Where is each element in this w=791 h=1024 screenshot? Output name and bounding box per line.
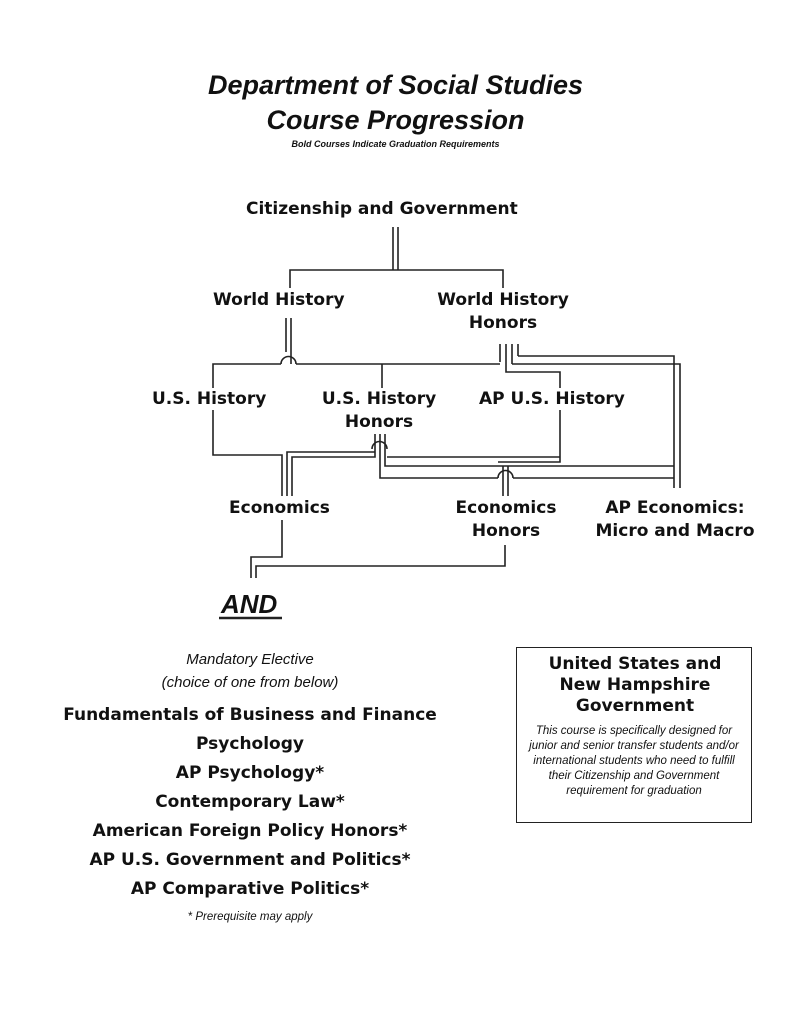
elective-subheading: (choice of one from below) — [161, 674, 339, 691]
elective-heading: Mandatory Elective — [186, 651, 314, 668]
elective-item: AP U.S. Government and Politics* — [89, 850, 411, 870]
course-citizenship-and-government: Citizenship and Government — [246, 199, 518, 219]
course-ap-economics-line2: Micro and Macro — [595, 521, 755, 541]
course-world-history: World History — [213, 290, 345, 310]
connector-wh-honors-down — [500, 344, 512, 364]
connector-ush-honors-to-econ-honors — [380, 434, 498, 478]
box-title-line2: New Hampshire — [559, 675, 711, 695]
connector-wh-honors-right-rail — [518, 356, 674, 488]
page-title-line-2: Course Progression — [266, 105, 525, 135]
us-nh-government-box — [516, 647, 752, 823]
elective-item: Contemporary Law* — [155, 792, 345, 812]
course-us-history: U.S. History — [152, 389, 267, 409]
course-ap-us-history: AP U.S. History — [479, 389, 625, 409]
connector-ush-honors-to-econ — [287, 434, 375, 496]
course-ap-economics-line1: AP Economics: — [605, 498, 745, 518]
page-subtitle: Bold Courses Indicate Graduation Requirements — [291, 139, 500, 149]
connector-econ-honors-to-and — [256, 545, 505, 578]
elective-item: Psychology — [196, 734, 304, 754]
elective-item: AP Psychology* — [175, 763, 325, 783]
course-us-history-honors — [314, 388, 444, 434]
connector-wh-honors-to-apush — [506, 362, 560, 388]
course-economics-honors-line1: Economics — [455, 498, 557, 518]
connector-econ-honors-hop — [498, 471, 513, 478]
box-description: This course is specifically designed for junior and senior transfer students and/or international students who need to fulfill their Citizenship and Government requirement for graduation — [529, 725, 739, 797]
course-us-history-honors-line2: Honors — [344, 412, 414, 432]
box-title-line1: United States and — [548, 654, 722, 674]
elective-item: American Foreign Policy Honors* — [92, 821, 408, 841]
course-world-history-honors — [428, 289, 578, 335]
box-title — [517, 654, 753, 717]
connector-citizenship-branch — [290, 270, 503, 288]
course-economics-honors-line2: Honors — [471, 521, 541, 541]
elective-item: AP Comparative Politics* — [130, 879, 370, 899]
page-title: Department of Social Studies — [207, 70, 584, 100]
elective-footnote: * Prerequisite may apply — [187, 911, 313, 923]
course-world-history-honors-line1: World History — [437, 290, 569, 310]
box-title-line3: Government — [575, 696, 695, 716]
course-ap-economics — [584, 497, 766, 543]
connector-citizenship-stem — [393, 227, 398, 270]
connector-ush-to-econ — [213, 410, 282, 496]
course-us-history-honors-line1: U.S. History — [321, 389, 437, 409]
connector-wh-split — [213, 364, 500, 388]
course-economics-honors — [445, 497, 567, 543]
elective-item: Fundamentals of Business and Finance — [63, 705, 437, 725]
connector-wh-honors-to-ap-econ — [512, 364, 680, 488]
course-economics: Economics — [229, 498, 330, 518]
connector-wh-down — [286, 318, 291, 352]
course-world-history-honors-line2: Honors — [468, 313, 538, 333]
and-label: AND — [221, 589, 278, 619]
connector-wh-hop — [281, 357, 296, 364]
